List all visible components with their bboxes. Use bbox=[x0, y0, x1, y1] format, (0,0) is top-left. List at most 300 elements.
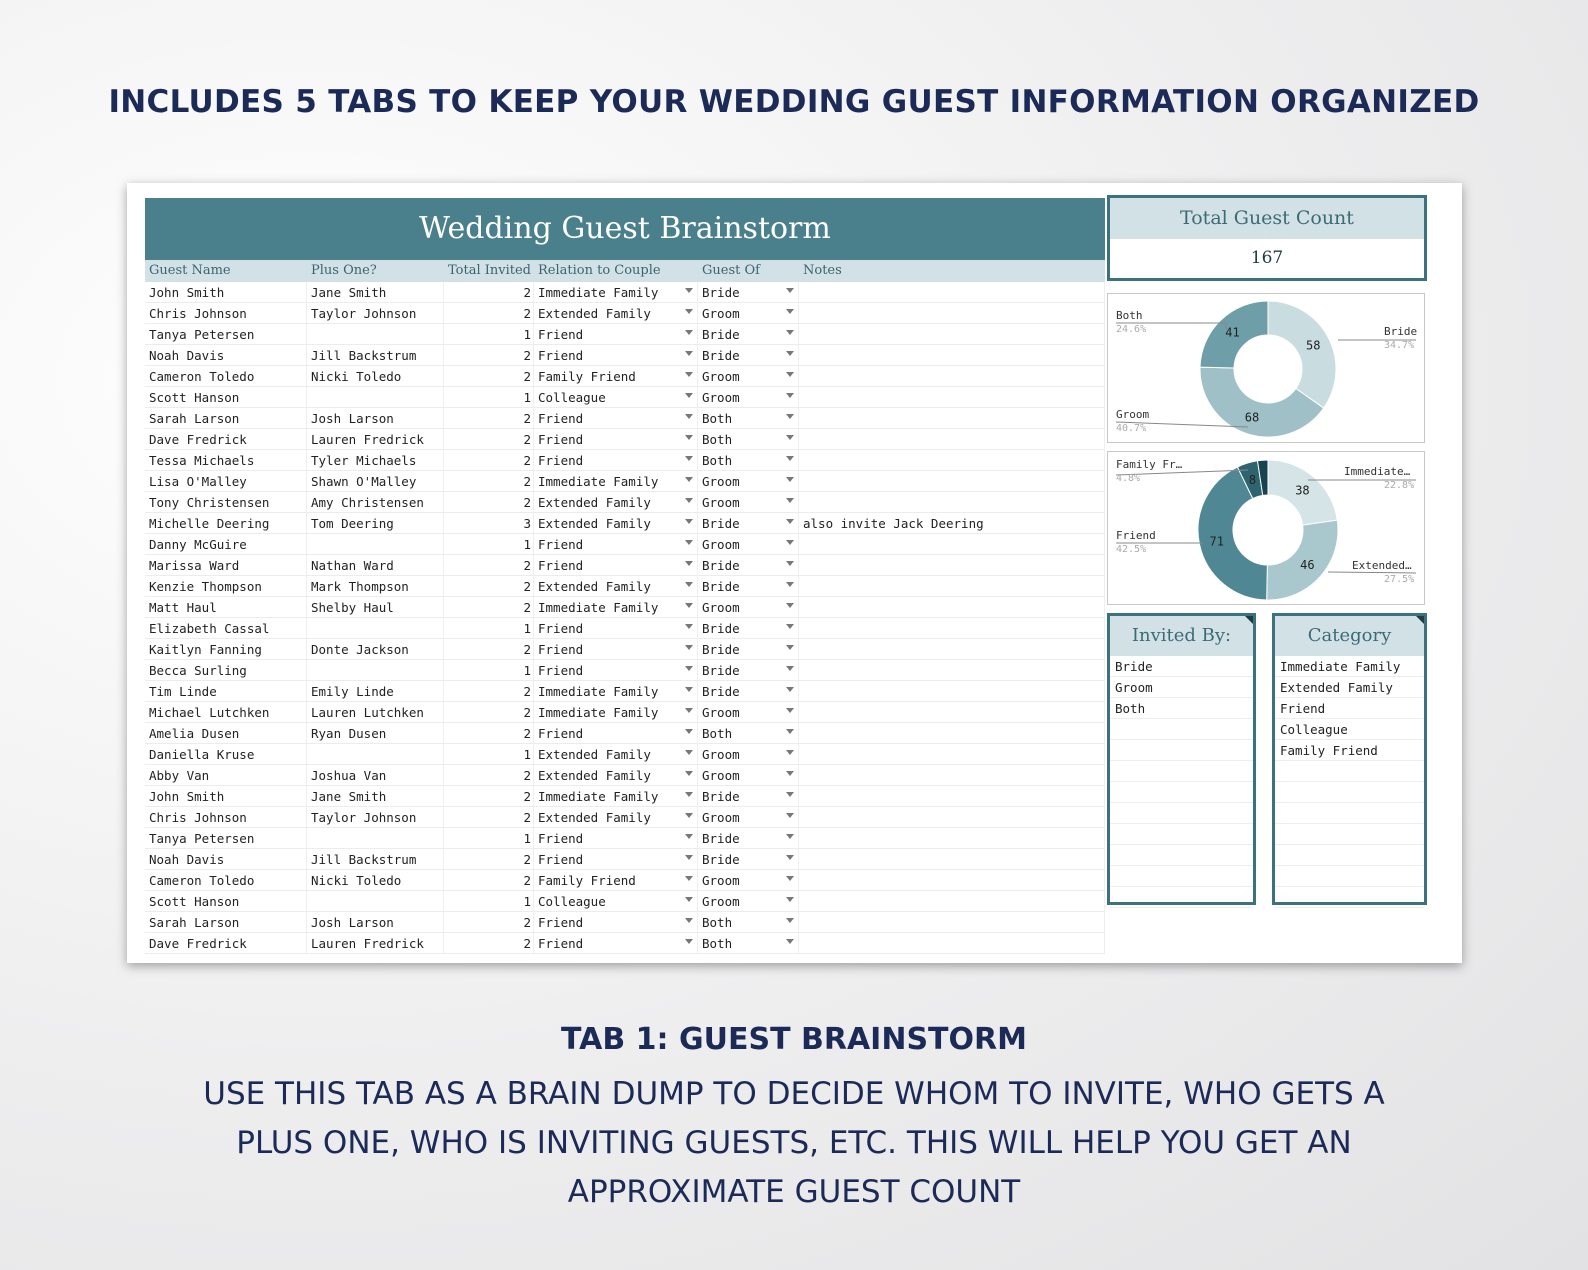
dropdown-arrow-icon[interactable] bbox=[685, 792, 693, 797]
relation-dropdown-cell[interactable] bbox=[534, 534, 698, 554]
relation-dropdown-cell[interactable] bbox=[534, 324, 698, 344]
guest-of-dropdown-cell[interactable] bbox=[698, 807, 799, 827]
guest-name-cell-text: Elizabeth Cassal bbox=[149, 621, 270, 636]
guest-name-cell[interactable] bbox=[145, 471, 307, 491]
guest-name-cell-text: Tony Christensen bbox=[149, 495, 270, 510]
total-invited-cell[interactable] bbox=[444, 933, 534, 953]
total-invited-cell[interactable] bbox=[444, 723, 534, 743]
total-invited-cell[interactable] bbox=[444, 555, 534, 575]
guest-name-cell[interactable] bbox=[145, 828, 307, 848]
notes-cell[interactable] bbox=[799, 450, 1105, 470]
chart2-pct-extended: 27.5% bbox=[1384, 574, 1415, 585]
dropdown-arrow-icon[interactable] bbox=[786, 561, 794, 566]
guest-name-cell[interactable] bbox=[145, 765, 307, 785]
guest-name-cell[interactable] bbox=[145, 429, 307, 449]
guest-name-cell-text: Abby Van bbox=[149, 768, 210, 783]
plus-one-cell[interactable] bbox=[307, 303, 444, 323]
plus-one-cell[interactable] bbox=[307, 912, 444, 932]
total-invited-cell-text: 2 bbox=[523, 852, 531, 867]
dropdown-arrow-icon[interactable] bbox=[685, 414, 693, 419]
guest-name-cell[interactable] bbox=[145, 702, 307, 722]
notes-cell[interactable] bbox=[799, 408, 1105, 428]
dropdown-arrow-icon[interactable] bbox=[786, 750, 794, 755]
dropdown-arrow-icon[interactable] bbox=[685, 435, 693, 440]
notes-cell[interactable] bbox=[799, 366, 1105, 386]
relation-dropdown-cell[interactable] bbox=[534, 870, 698, 890]
dropdown-arrow-icon[interactable] bbox=[786, 540, 794, 545]
notes-cell[interactable] bbox=[799, 555, 1105, 575]
guest-name-cell[interactable] bbox=[145, 681, 307, 701]
guest-of-dropdown-cell-text: Bride bbox=[702, 684, 740, 699]
relation-dropdown-cell[interactable] bbox=[534, 597, 698, 617]
table-row bbox=[145, 555, 1105, 576]
guest-of-dropdown-cell[interactable] bbox=[698, 429, 799, 449]
dropdown-arrow-icon[interactable] bbox=[786, 897, 794, 902]
notes-cell[interactable] bbox=[799, 870, 1105, 890]
invited-by-list bbox=[1110, 656, 1253, 908]
guest-of-dropdown-cell[interactable] bbox=[698, 471, 799, 491]
notes-cell[interactable] bbox=[799, 639, 1105, 659]
dropdown-arrow-icon[interactable] bbox=[786, 687, 794, 692]
dropdown-arrow-icon[interactable] bbox=[685, 813, 693, 818]
relation-dropdown-cell[interactable] bbox=[534, 555, 698, 575]
guest-name-cell[interactable] bbox=[145, 576, 307, 596]
plus-one-cell[interactable] bbox=[307, 387, 444, 407]
dropdown-arrow-icon[interactable] bbox=[685, 729, 693, 734]
dropdown-arrow-icon[interactable] bbox=[786, 393, 794, 398]
relation-dropdown-cell[interactable] bbox=[534, 366, 698, 386]
plus-one-cell[interactable] bbox=[307, 702, 444, 722]
table-row bbox=[145, 891, 1105, 912]
total-invited-cell[interactable] bbox=[444, 702, 534, 722]
plus-one-cell[interactable] bbox=[307, 429, 444, 449]
plus-one-cell[interactable] bbox=[307, 513, 444, 533]
relation-dropdown-cell[interactable] bbox=[534, 387, 698, 407]
dropdown-arrow-icon[interactable] bbox=[685, 330, 693, 335]
dropdown-arrow-icon[interactable] bbox=[786, 792, 794, 797]
dropdown-arrow-icon[interactable] bbox=[786, 834, 794, 839]
dropdown-arrow-icon[interactable] bbox=[786, 435, 794, 440]
total-invited-cell[interactable] bbox=[444, 786, 534, 806]
dropdown-arrow-icon[interactable] bbox=[786, 477, 794, 482]
relation-dropdown-cell[interactable] bbox=[534, 492, 698, 512]
total-invited-cell[interactable] bbox=[444, 366, 534, 386]
guest-of-dropdown-cell[interactable] bbox=[698, 534, 799, 554]
total-invited-cell[interactable] bbox=[444, 450, 534, 470]
plus-one-cell[interactable] bbox=[307, 849, 444, 869]
guest-of-dropdown-cell[interactable] bbox=[698, 870, 799, 890]
dropdown-arrow-icon[interactable] bbox=[786, 351, 794, 356]
guest-name-cell[interactable] bbox=[145, 492, 307, 512]
dropdown-arrow-icon[interactable] bbox=[786, 813, 794, 818]
dropdown-arrow-icon[interactable] bbox=[786, 456, 794, 461]
plus-one-cell[interactable] bbox=[307, 471, 444, 491]
guest-of-dropdown-cell[interactable] bbox=[698, 912, 799, 932]
guest-name-cell[interactable] bbox=[145, 870, 307, 890]
total-invited-cell[interactable] bbox=[444, 912, 534, 932]
guest-of-dropdown-cell[interactable] bbox=[698, 786, 799, 806]
plus-one-cell[interactable] bbox=[307, 555, 444, 575]
plus-one-cell-text: Jill Backstrum bbox=[311, 348, 417, 363]
table-row bbox=[145, 303, 1105, 324]
notes-cell-text: also invite Jack Deering bbox=[803, 516, 984, 531]
relation-dropdown-cell[interactable] bbox=[534, 933, 698, 953]
dropdown-arrow-icon[interactable] bbox=[685, 771, 693, 776]
total-invited-cell[interactable] bbox=[444, 387, 534, 407]
guest-of-dropdown-cell[interactable] bbox=[698, 744, 799, 764]
guest-name-cell[interactable] bbox=[145, 534, 307, 554]
guest-of-dropdown-cell[interactable] bbox=[698, 681, 799, 701]
dropdown-arrow-icon[interactable] bbox=[685, 687, 693, 692]
plus-one-cell[interactable] bbox=[307, 828, 444, 848]
guest-of-dropdown-cell[interactable] bbox=[698, 702, 799, 722]
notes-cell[interactable] bbox=[799, 891, 1105, 911]
list-item: Bride bbox=[1110, 656, 1253, 677]
list-item bbox=[1110, 782, 1253, 803]
guest-name-cell[interactable] bbox=[145, 555, 307, 575]
dropdown-arrow-icon[interactable] bbox=[685, 624, 693, 629]
guest-of-dropdown-cell[interactable] bbox=[698, 618, 799, 638]
guest-name-cell[interactable] bbox=[145, 786, 307, 806]
plus-one-cell-text: Tyler Michaels bbox=[311, 453, 417, 468]
guest-of-dropdown-cell[interactable] bbox=[698, 492, 799, 512]
guest-of-dropdown-cell[interactable] bbox=[698, 303, 799, 323]
total-invited-cell-text: 2 bbox=[523, 495, 531, 510]
total-invited-cell[interactable] bbox=[444, 891, 534, 911]
notes-cell[interactable] bbox=[799, 765, 1105, 785]
plus-one-cell[interactable] bbox=[307, 345, 444, 365]
guest-of-dropdown-cell[interactable] bbox=[698, 324, 799, 344]
dropdown-arrow-icon[interactable] bbox=[786, 519, 794, 524]
dropdown-arrow-icon[interactable] bbox=[685, 582, 693, 587]
dropdown-arrow-icon[interactable] bbox=[685, 897, 693, 902]
plus-one-cell[interactable] bbox=[307, 576, 444, 596]
dropdown-arrow-icon[interactable] bbox=[786, 666, 794, 671]
dropdown-arrow-icon[interactable] bbox=[685, 372, 693, 377]
notes-cell[interactable] bbox=[799, 429, 1105, 449]
notes-cell[interactable] bbox=[799, 597, 1105, 617]
total-invited-cell[interactable] bbox=[444, 492, 534, 512]
plus-one-cell-text: Jill Backstrum bbox=[311, 852, 417, 867]
dropdown-arrow-icon[interactable] bbox=[685, 855, 693, 860]
guest-name-cell[interactable] bbox=[145, 366, 307, 386]
guest-of-donut-svg bbox=[1108, 294, 1426, 444]
dropdown-arrow-icon[interactable] bbox=[786, 414, 794, 419]
guest-of-dropdown-cell[interactable] bbox=[698, 366, 799, 386]
guest-name-cell[interactable] bbox=[145, 513, 307, 533]
guest-name-cell[interactable] bbox=[145, 450, 307, 470]
notes-cell[interactable] bbox=[799, 786, 1105, 806]
guest-of-dropdown-cell[interactable] bbox=[698, 345, 799, 365]
dropdown-arrow-icon[interactable] bbox=[786, 624, 794, 629]
guest-of-dropdown-cell[interactable] bbox=[698, 555, 799, 575]
plus-one-cell[interactable] bbox=[307, 324, 444, 344]
plus-one-cell[interactable] bbox=[307, 450, 444, 470]
total-invited-cell[interactable] bbox=[444, 282, 534, 302]
relation-dropdown-cell[interactable] bbox=[534, 891, 698, 911]
guest-of-dropdown-cell[interactable] bbox=[698, 828, 799, 848]
guest-name-cell[interactable] bbox=[145, 660, 307, 680]
guest-name-cell[interactable] bbox=[145, 345, 307, 365]
total-invited-cell[interactable] bbox=[444, 408, 534, 428]
notes-cell[interactable] bbox=[799, 723, 1105, 743]
dropdown-arrow-icon[interactable] bbox=[786, 729, 794, 734]
dropdown-arrow-icon[interactable] bbox=[786, 771, 794, 776]
notes-cell[interactable] bbox=[799, 933, 1105, 953]
relation-dropdown-cell[interactable] bbox=[534, 807, 698, 827]
guest-of-dropdown-cell[interactable] bbox=[698, 282, 799, 302]
total-invited-cell[interactable] bbox=[444, 303, 534, 323]
notes-cell[interactable] bbox=[799, 702, 1105, 722]
dropdown-arrow-icon[interactable] bbox=[685, 456, 693, 461]
guest-of-dropdown-cell[interactable] bbox=[698, 765, 799, 785]
dropdown-arrow-icon[interactable] bbox=[786, 918, 794, 923]
guest-name-cell[interactable] bbox=[145, 303, 307, 323]
column-header-plus-one: Plus One? bbox=[311, 263, 377, 278]
plus-one-cell[interactable] bbox=[307, 492, 444, 512]
plus-one-cell[interactable] bbox=[307, 366, 444, 386]
guest-of-dropdown-cell-text: Groom bbox=[702, 810, 740, 825]
total-invited-cell[interactable] bbox=[444, 849, 534, 869]
relation-dropdown-cell[interactable] bbox=[534, 618, 698, 638]
notes-cell[interactable] bbox=[799, 576, 1105, 596]
dropdown-arrow-icon[interactable] bbox=[786, 855, 794, 860]
guest-of-dropdown-cell[interactable] bbox=[698, 891, 799, 911]
total-invited-cell[interactable] bbox=[444, 807, 534, 827]
sheet-title: Wedding Guest Brainstorm bbox=[145, 198, 1105, 260]
guest-name-cell[interactable] bbox=[145, 387, 307, 407]
total-invited-cell-text: 2 bbox=[523, 579, 531, 594]
notes-cell[interactable] bbox=[799, 282, 1105, 302]
guest-name-cell[interactable] bbox=[145, 639, 307, 659]
relation-dropdown-cell[interactable] bbox=[534, 849, 698, 869]
relation-dropdown-cell[interactable] bbox=[534, 912, 698, 932]
slice-value-label: 38 bbox=[1295, 483, 1310, 498]
dropdown-arrow-icon[interactable] bbox=[786, 372, 794, 377]
notes-cell[interactable] bbox=[799, 618, 1105, 638]
dropdown-arrow-icon[interactable] bbox=[685, 603, 693, 608]
dropdown-arrow-icon[interactable] bbox=[685, 918, 693, 923]
notes-cell[interactable] bbox=[799, 513, 1105, 533]
dropdown-arrow-icon[interactable] bbox=[685, 393, 693, 398]
dropdown-arrow-icon[interactable] bbox=[685, 876, 693, 881]
corner-marker bbox=[1245, 616, 1253, 624]
guest-of-dropdown-cell[interactable] bbox=[698, 933, 799, 953]
guest-name-cell[interactable] bbox=[145, 597, 307, 617]
plus-one-cell[interactable] bbox=[307, 534, 444, 554]
guest-of-dropdown-cell[interactable] bbox=[698, 450, 799, 470]
dropdown-arrow-icon[interactable] bbox=[685, 666, 693, 671]
dropdown-arrow-icon[interactable] bbox=[685, 288, 693, 293]
notes-cell[interactable] bbox=[799, 387, 1105, 407]
guest-of-dropdown-cell[interactable] bbox=[698, 513, 799, 533]
total-invited-cell[interactable] bbox=[444, 660, 534, 680]
plus-one-cell[interactable] bbox=[307, 765, 444, 785]
relation-dropdown-cell[interactable] bbox=[534, 282, 698, 302]
guest-of-dropdown-cell[interactable] bbox=[698, 576, 799, 596]
total-invited-cell-text: 2 bbox=[523, 684, 531, 699]
plus-one-cell-text: Mark Thompson bbox=[311, 579, 409, 594]
total-invited-cell[interactable] bbox=[444, 744, 534, 764]
relation-dropdown-cell[interactable] bbox=[534, 660, 698, 680]
guest-name-cell[interactable] bbox=[145, 849, 307, 869]
total-invited-cell-text: 1 bbox=[523, 537, 531, 552]
relation-dropdown-cell[interactable] bbox=[534, 828, 698, 848]
description-line-1: USE THIS TAB AS A BRAIN DUMP TO DECIDE WHOM TO INVITE, WHO GETS A bbox=[203, 1076, 1385, 1112]
relation-dropdown-cell[interactable] bbox=[534, 408, 698, 428]
total-invited-cell[interactable] bbox=[444, 870, 534, 890]
notes-cell[interactable] bbox=[799, 471, 1105, 491]
column-header-notes: Notes bbox=[803, 263, 842, 278]
relation-dropdown-cell[interactable] bbox=[534, 702, 698, 722]
total-invited-cell[interactable] bbox=[444, 324, 534, 344]
total-invited-cell[interactable] bbox=[444, 429, 534, 449]
plus-one-cell[interactable] bbox=[307, 408, 444, 428]
guest-name-cell[interactable] bbox=[145, 618, 307, 638]
dropdown-arrow-icon[interactable] bbox=[786, 645, 794, 650]
relation-dropdown-cell[interactable] bbox=[534, 681, 698, 701]
notes-cell[interactable] bbox=[799, 303, 1105, 323]
total-invited-cell[interactable] bbox=[444, 471, 534, 491]
dropdown-arrow-icon[interactable] bbox=[685, 519, 693, 524]
plus-one-cell[interactable] bbox=[307, 723, 444, 743]
relation-dropdown-cell-text: Extended Family bbox=[538, 579, 651, 594]
notes-cell[interactable] bbox=[799, 681, 1105, 701]
relation-dropdown-cell[interactable] bbox=[534, 429, 698, 449]
guest-of-dropdown-cell[interactable] bbox=[698, 597, 799, 617]
total-invited-cell[interactable] bbox=[444, 534, 534, 554]
plus-one-cell[interactable] bbox=[307, 744, 444, 764]
total-invited-cell[interactable] bbox=[444, 618, 534, 638]
dropdown-arrow-icon[interactable] bbox=[685, 309, 693, 314]
total-invited-cell[interactable] bbox=[444, 597, 534, 617]
total-invited-cell[interactable] bbox=[444, 576, 534, 596]
relation-dropdown-cell[interactable] bbox=[534, 744, 698, 764]
notes-cell[interactable] bbox=[799, 849, 1105, 869]
relation-dropdown-cell[interactable] bbox=[534, 345, 698, 365]
dropdown-arrow-icon[interactable] bbox=[786, 603, 794, 608]
table-row bbox=[145, 660, 1105, 681]
notes-cell[interactable] bbox=[799, 828, 1105, 848]
relation-dropdown-cell[interactable] bbox=[534, 765, 698, 785]
notes-cell[interactable] bbox=[799, 345, 1105, 365]
dropdown-arrow-icon[interactable] bbox=[786, 330, 794, 335]
notes-cell[interactable] bbox=[799, 324, 1105, 344]
guest-name-cell[interactable] bbox=[145, 891, 307, 911]
dropdown-arrow-icon[interactable] bbox=[786, 939, 794, 944]
guest-name-cell[interactable] bbox=[145, 324, 307, 344]
guest-of-dropdown-cell[interactable] bbox=[698, 849, 799, 869]
relation-dropdown-cell[interactable] bbox=[534, 303, 698, 323]
guest-name-cell[interactable] bbox=[145, 933, 307, 953]
guest-of-dropdown-cell[interactable] bbox=[698, 387, 799, 407]
guest-of-dropdown-cell[interactable] bbox=[698, 723, 799, 743]
notes-cell[interactable] bbox=[799, 534, 1105, 554]
dropdown-arrow-icon[interactable] bbox=[685, 561, 693, 566]
relation-dropdown-cell[interactable] bbox=[534, 471, 698, 491]
table-row bbox=[145, 639, 1105, 660]
dropdown-arrow-icon[interactable] bbox=[685, 498, 693, 503]
dropdown-arrow-icon[interactable] bbox=[685, 351, 693, 356]
total-invited-cell[interactable] bbox=[444, 828, 534, 848]
plus-one-cell[interactable] bbox=[307, 660, 444, 680]
plus-one-cell[interactable] bbox=[307, 933, 444, 953]
guest-of-dropdown-cell[interactable] bbox=[698, 660, 799, 680]
guest-name-cell[interactable] bbox=[145, 408, 307, 428]
chart1-pct-groom: 40.7% bbox=[1116, 423, 1147, 434]
guest-name-cell-text: Danny McGuire bbox=[149, 537, 247, 552]
dropdown-arrow-icon[interactable] bbox=[685, 750, 693, 755]
dropdown-arrow-icon[interactable] bbox=[786, 309, 794, 314]
dropdown-arrow-icon[interactable] bbox=[786, 582, 794, 587]
total-invited-cell[interactable] bbox=[444, 345, 534, 365]
relation-dropdown-cell[interactable] bbox=[534, 450, 698, 470]
guest-name-cell[interactable] bbox=[145, 282, 307, 302]
headline: INCLUDES 5 TABS TO KEEP YOUR WEDDING GUEST INFORMATION ORGANIZED bbox=[108, 84, 1480, 120]
guest-name-cell[interactable] bbox=[145, 807, 307, 827]
plus-one-cell[interactable] bbox=[307, 786, 444, 806]
dropdown-arrow-icon[interactable] bbox=[786, 876, 794, 881]
plus-one-cell[interactable] bbox=[307, 639, 444, 659]
total-invited-cell[interactable] bbox=[444, 765, 534, 785]
guest-name-cell[interactable] bbox=[145, 723, 307, 743]
plus-one-cell[interactable] bbox=[307, 870, 444, 890]
notes-cell[interactable] bbox=[799, 744, 1105, 764]
notes-cell[interactable] bbox=[799, 807, 1105, 827]
relation-dropdown-cell[interactable] bbox=[534, 723, 698, 743]
plus-one-cell[interactable] bbox=[307, 681, 444, 701]
dropdown-arrow-icon[interactable] bbox=[685, 939, 693, 944]
guest-of-dropdown-cell-text: Both bbox=[702, 915, 733, 930]
total-guest-count-value: 167 bbox=[1250, 248, 1284, 268]
guest-of-dropdown-cell[interactable] bbox=[698, 639, 799, 659]
notes-cell[interactable] bbox=[799, 660, 1105, 680]
relation-dropdown-cell-text: Friend bbox=[538, 327, 584, 342]
plus-one-cell-text: Lauren Lutchken bbox=[311, 705, 424, 720]
plus-one-cell[interactable] bbox=[307, 807, 444, 827]
notes-cell[interactable] bbox=[799, 492, 1105, 512]
dropdown-arrow-icon[interactable] bbox=[685, 540, 693, 545]
guest-name-cell[interactable] bbox=[145, 912, 307, 932]
dropdown-arrow-icon[interactable] bbox=[685, 708, 693, 713]
total-invited-cell[interactable] bbox=[444, 639, 534, 659]
dropdown-arrow-icon[interactable] bbox=[685, 477, 693, 482]
dropdown-arrow-icon[interactable] bbox=[786, 708, 794, 713]
dropdown-arrow-icon[interactable] bbox=[685, 645, 693, 650]
guest-of-dropdown-cell[interactable] bbox=[698, 408, 799, 428]
dropdown-arrow-icon[interactable] bbox=[786, 498, 794, 503]
plus-one-cell[interactable] bbox=[307, 597, 444, 617]
relation-dropdown-cell-text: Immediate Family bbox=[538, 600, 659, 615]
guest-name-cell-text: Lisa O'Malley bbox=[149, 474, 247, 489]
total-invited-cell[interactable] bbox=[444, 513, 534, 533]
dropdown-arrow-icon[interactable] bbox=[685, 834, 693, 839]
total-invited-cell[interactable] bbox=[444, 681, 534, 701]
list-item bbox=[1110, 761, 1253, 782]
plus-one-cell[interactable] bbox=[307, 891, 444, 911]
dropdown-arrow-icon[interactable] bbox=[786, 288, 794, 293]
relation-dropdown-cell[interactable] bbox=[534, 513, 698, 533]
guest-name-cell[interactable] bbox=[145, 744, 307, 764]
plus-one-cell[interactable] bbox=[307, 282, 444, 302]
relation-dropdown-cell[interactable] bbox=[534, 786, 698, 806]
plus-one-cell[interactable] bbox=[307, 618, 444, 638]
total-invited-cell-text: 2 bbox=[523, 306, 531, 321]
notes-cell[interactable] bbox=[799, 912, 1105, 932]
relation-dropdown-cell-text: Immediate Family bbox=[538, 705, 659, 720]
relation-dropdown-cell[interactable] bbox=[534, 639, 698, 659]
relation-dropdown-cell[interactable] bbox=[534, 576, 698, 596]
